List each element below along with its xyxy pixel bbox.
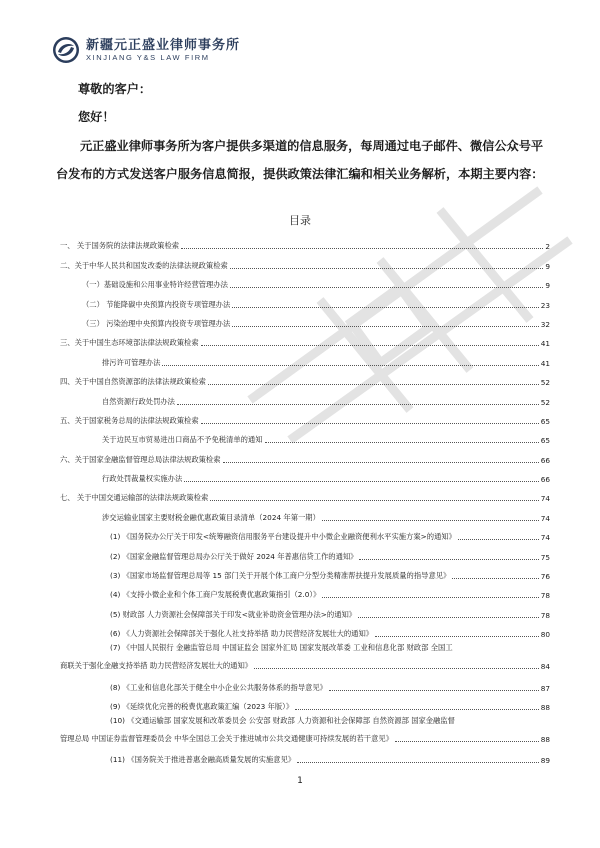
toc-entry[interactable] [60, 620, 550, 639]
toc-entry[interactable] [60, 712, 550, 746]
toc-entry-text: (6) 《人力资源社会保障部关于强化人社支持举措 助力民营经济发展壮大的通知》 [110, 629, 374, 639]
toc-leader-dots [177, 403, 539, 405]
firm-name-en: XINJIANG Y&S LAW FIRM [86, 53, 210, 62]
toc-leader-dots [201, 344, 539, 346]
toc-leader-dots [201, 422, 539, 424]
firm-emblem-icon [52, 36, 80, 64]
toc-entry[interactable] [60, 581, 550, 600]
toc-entry-text: (3) 《国家市场监督管理总局等 15 部门关于开展个体工商户分型分类精准帮扶提升发展质量的指导意见》 [110, 571, 451, 581]
toc-leader-dots [230, 286, 543, 288]
toc-leader-dots [162, 364, 538, 366]
toc-entry[interactable] [60, 693, 550, 712]
toc-leader-dots [359, 558, 538, 560]
toc-entry[interactable] [60, 271, 550, 290]
toc-entry-text: (4) 《支持小微企业和个体工商户发展税费优惠政策指引（2.0）》 [110, 590, 321, 600]
toc-entry-page: 66 [540, 475, 550, 485]
toc-entry-page: 41 [540, 339, 550, 349]
toc-entry-page: 9 [545, 261, 550, 271]
toc-entry-page: 52 [540, 397, 550, 407]
toc-entry-page: 65 [540, 416, 550, 426]
toc-entry-text: 三、关于中国生态环境部法律法规政策检索 [60, 338, 199, 348]
toc-entry-page: 66 [540, 455, 550, 465]
toc-entry[interactable] [60, 232, 550, 251]
toc-entry-text: 一、 关于国务院的法律法规政策检索 [60, 241, 180, 251]
toc-leader-dots [184, 480, 538, 482]
intro-paragraph: 元正盛业律师事务所为客户提供多渠道的信息服务，每周通过电子邮件、微信公众号平台发布的方式发送客户服务信息简报，提供政策法律汇编和相关业务解析，本期主要内容： [56, 139, 544, 181]
firm-logo [52, 36, 240, 64]
toc-entry-page: 74 [540, 494, 550, 504]
toc-entry-page: 84 [540, 662, 550, 672]
toc-entry-text: 涉交运输业国家主要财税金融优惠政策目录清单（2024 年第一期） [102, 512, 320, 522]
toc-entry[interactable] [60, 348, 550, 367]
toc-entry[interactable] [60, 387, 550, 406]
toc-leader-dots [230, 267, 544, 269]
toc-leader-dots [181, 247, 543, 249]
toc-entry-text: 行政处罚裁量权实施办法 [102, 474, 183, 484]
toc-entry-page: 74 [540, 513, 550, 523]
greeting: 您好！ [78, 110, 115, 124]
toc-leader-dots [358, 616, 539, 618]
toc-leader-dots [395, 740, 539, 742]
toc-entry[interactable] [60, 368, 550, 387]
toc-entry-text: 四、关于中国自然资源部的法律法规政策检索 [60, 377, 206, 387]
toc-entry-text: (10) 《交通运输部 国家发展和改革委员会 公安部 财政部 人力资源和社会保障部 自然资源部 国家金融监督 [110, 715, 455, 725]
toc-entry[interactable] [60, 407, 550, 426]
toc-leader-dots [265, 441, 539, 443]
toc-entry-page: 87 [540, 683, 550, 693]
table-of-contents [60, 232, 550, 765]
toc-entry[interactable] [60, 562, 550, 581]
toc-entry-page: 88 [540, 702, 550, 712]
toc-entry[interactable] [60, 503, 550, 522]
toc-entry-page: 23 [540, 300, 550, 310]
toc-entry-text: (1) 《国务院办公厅关于印发<统筹融资信用服务平台建设提升中小微企业融资便利水平实施方案>的通知》 [110, 532, 456, 542]
toc-leader-dots [223, 461, 539, 463]
toc-leader-dots [210, 499, 538, 501]
toc-entry-page: 78 [540, 591, 550, 601]
toc-entry-page: 80 [540, 630, 550, 640]
toc-leader-dots [329, 689, 539, 691]
toc-entry-text: (5) 财政部 人力资源社会保障部关于印发<就业补助资金管理办法>的通知》 [110, 609, 357, 619]
toc-entry-page: 32 [540, 319, 550, 329]
toc-entry-text: 七、 关于中国交通运输部的法律法规政策检索 [60, 493, 209, 503]
toc-entry[interactable] [60, 600, 550, 619]
toc-entry-page: 78 [540, 610, 550, 620]
toc-leader-dots [254, 667, 539, 669]
toc-leader-dots [208, 383, 539, 385]
toc-entry-text: 管理总局 中国证券监督管理委员会 中华全国总工会关于推进城市公共交通健康可持续发展的若干意见》 [60, 733, 393, 743]
toc-entry-text: （三） 污染治理中央预算内投资专项管理办法 [82, 318, 231, 328]
toc-entry-text: (2) 《国家金融监督管理总局办公厅关于做好 2024 年普惠信贷工作的通知》 [110, 551, 358, 561]
page-number: 1 [297, 776, 303, 786]
toc-entry[interactable] [60, 746, 550, 765]
toc-entry[interactable] [60, 310, 550, 329]
toc-entry-text: 排污许可管理办法 [102, 357, 161, 367]
toc-entry-page: 75 [540, 552, 550, 562]
toc-entry[interactable] [60, 290, 550, 309]
toc-entry[interactable] [60, 542, 550, 561]
toc-entry-text: 五、关于国家税务总局的法律法规政策检索 [60, 415, 199, 425]
toc-entry-text: （一）基础设施和公用事业特许经营管理办法 [82, 280, 228, 290]
firm-name-cn: 新疆元正盛业律师事务所 [86, 38, 241, 53]
toc-entry-text: (8) 《工业和信息化部关于健全中小企业公共服务体系的指导意见》 [110, 682, 327, 692]
toc-leader-dots [232, 325, 538, 327]
toc-entry[interactable] [60, 329, 550, 348]
toc-entry-page: 65 [540, 436, 550, 446]
toc-leader-dots [322, 519, 539, 521]
toc-entry[interactable] [60, 465, 550, 484]
toc-entry[interactable] [60, 673, 550, 692]
toc-entry-text: (11) 《国务院关于推进普惠金融高质量发展的实施意见》 [110, 755, 296, 765]
toc-entry[interactable] [60, 523, 550, 542]
toc-entry-text: (9) 《延续优化完善的税费优惠政策汇编（2023 年版）》 [110, 701, 294, 711]
toc-entry-text: 关于边民互市贸易进出口商品不予免税清单的通知 [102, 435, 263, 445]
toc-entry-text: 六、关于国家金融监督管理总局法律法规政策检索 [60, 454, 221, 464]
toc-entry-text: (7) 《中国人民银行 金融监管总局 中国证监会 国家外汇局 国家发展改革委 工业和信息化部 财政部 全国工 [110, 643, 453, 653]
toc-leader-dots [232, 306, 538, 308]
toc-leader-dots [452, 577, 538, 579]
toc-entry[interactable] [60, 639, 550, 673]
toc-entry-page: 52 [540, 378, 550, 388]
toc-entry-text: 二、关于中华人民共和国发改委的法律法规政策检索 [60, 260, 228, 270]
toc-leader-dots [375, 635, 539, 637]
toc-entry-page: 76 [540, 572, 550, 582]
toc-leader-dots [297, 761, 539, 763]
toc-entry-page: 74 [540, 533, 550, 543]
toc-entry-page: 2 [545, 242, 550, 252]
toc-entry-page: 89 [540, 756, 550, 766]
toc-entry[interactable] [60, 426, 550, 445]
toc-entry-page: 9 [545, 281, 550, 291]
toc-entry[interactable] [60, 251, 550, 270]
toc-leader-dots [322, 596, 538, 598]
toc-entry[interactable] [60, 484, 550, 503]
salutation: 尊敬的客户： [78, 82, 152, 96]
toc-leader-dots [295, 708, 539, 710]
toc-entry-text: （二） 节能降碳中央预算内投资专项管理办法 [82, 299, 231, 309]
toc-entry-page: 88 [540, 734, 550, 744]
toc-entry-page: 41 [540, 358, 550, 368]
toc-title: 目录 [289, 214, 311, 227]
toc-leader-dots [458, 538, 539, 540]
toc-entry-text: 商联关于强化金融支持举措 助力民营经济发展壮大的通知》 [60, 661, 253, 671]
toc-entry[interactable] [60, 445, 550, 464]
toc-entry-text: 自然资源行政处罚办法 [102, 396, 175, 406]
